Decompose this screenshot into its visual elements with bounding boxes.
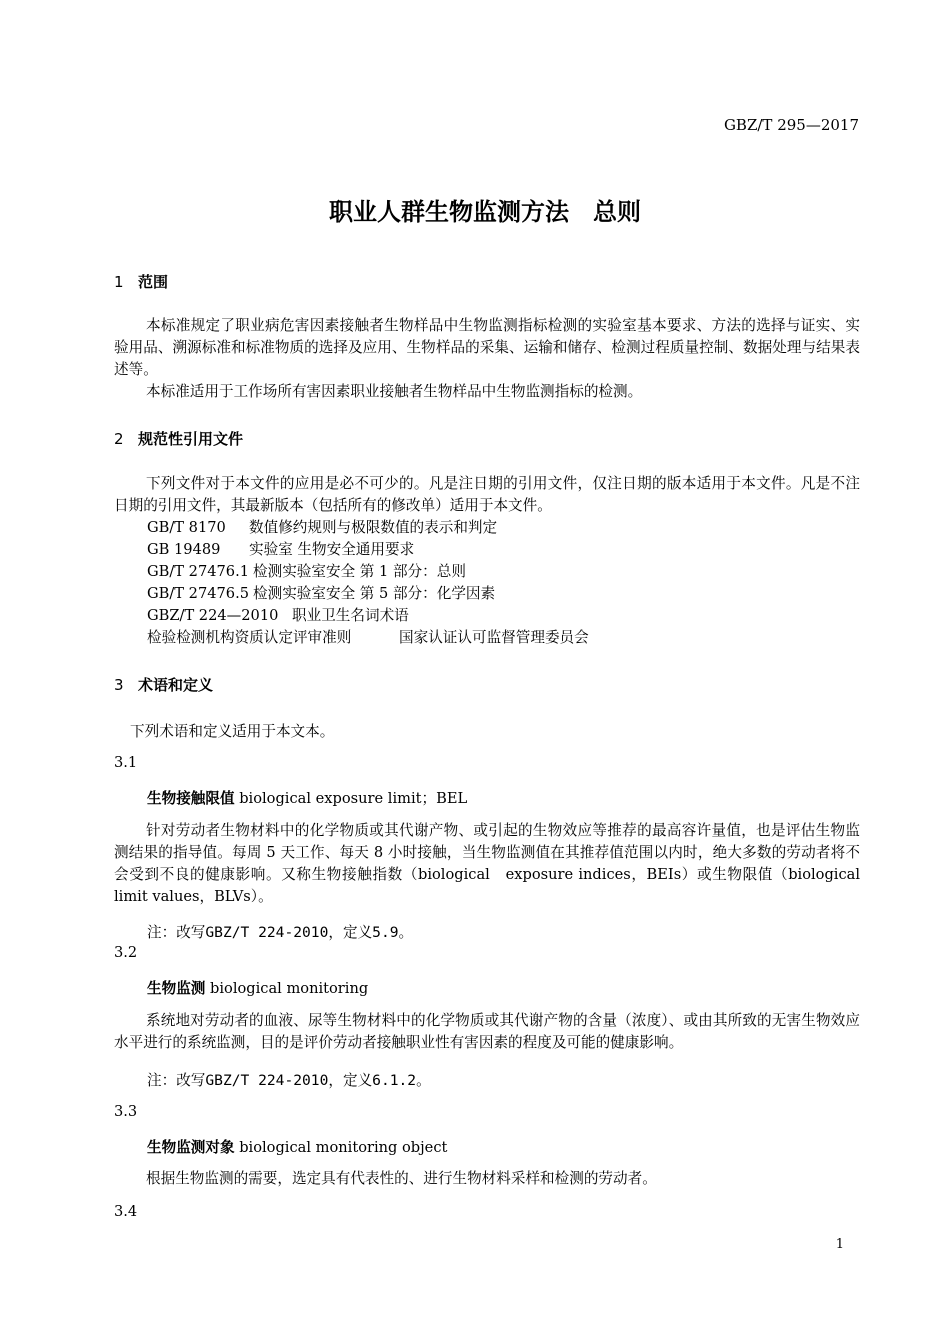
term-definition: 系统地对劳动者的血液、尿等生物材料中的化学物质或其代谢产物的含量（浓度）、或由其所致的无害生物效应水平进行的系统监测，目的是评价劳动者接触职业性有害因素的程度及可能的健康影响。 — [114, 1012, 860, 1051]
term-name-zh: 生物接触限值 — [147, 790, 235, 807]
standard-number: GBZ/T 295—2017 — [723, 116, 859, 134]
reference-code: 检验检测机构资质认定评审准则 — [147, 629, 352, 646]
term-definition: 根据生物监测的需要，选定具有代表性的、进行生物材料采样和检测的劳动者。 — [146, 1170, 657, 1187]
reference-code: GB/T 27476.1 — [147, 563, 250, 580]
term-name-zh: 生物监测 — [147, 980, 206, 997]
reference-code: GB/T 8170 — [147, 519, 226, 536]
section-title: 范围 — [138, 273, 169, 291]
section-number: 1 — [114, 273, 124, 291]
references-intro: 下列文件对于本文件的应用是必不可少的。凡是注日期的引用文件，仅注日期的版本适用于本文件。凡是不注日期的引用文件，其最新版本（包括所有的修改单）适用于本文件。 — [114, 475, 860, 514]
term-heading — [147, 977, 368, 998]
section-title: 规范性引用文件 — [138, 430, 244, 448]
term-name-en: biological monitoring object — [239, 1139, 448, 1156]
term-number: 3.3 — [114, 1103, 138, 1120]
reference-code: GB 19489 — [147, 541, 221, 558]
reference-code: GBZ/T 224—2010 — [147, 607, 279, 624]
section-2-heading — [114, 428, 243, 449]
reference-item — [147, 561, 589, 583]
section-1-heading — [114, 271, 168, 292]
term-name-en: biological monitoring — [210, 980, 369, 997]
reference-title: 数值修约规则与极限数值的表示和判定 — [249, 519, 498, 536]
section-number: 2 — [114, 430, 124, 448]
reference-code: GB/T 27476.5 — [147, 585, 250, 602]
term-name-en: biological exposure limit；BEL — [239, 790, 468, 807]
term-heading — [147, 1136, 447, 1157]
page-number: 1 — [835, 1237, 844, 1252]
reference-item — [147, 539, 589, 561]
scope-paragraph-1: 本标准规定了职业病危害因素接触者生物样品中生物监测指标检测的实验室基本要求、方法的选择与证实、实验用品、溯源标准和标准物质的选择及应用、生物样品的采集、运输和储存、检测过程质量控制、数据处理与结果表述等。 — [114, 317, 860, 378]
reference-item — [147, 627, 589, 649]
reference-item — [147, 605, 589, 627]
reference-list — [147, 517, 589, 649]
reference-title: 检测实验室安全 第 5 部分：化学因素 — [253, 585, 496, 602]
terms-intro: 下列术语和定义适用于本文本。 — [130, 723, 335, 740]
reference-item — [147, 517, 589, 539]
term-name-zh: 生物监测对象 — [147, 1139, 235, 1156]
section-number: 3 — [114, 676, 124, 694]
section-title: 术语和定义 — [138, 676, 214, 694]
reference-title: 实验室 生物安全通用要求 — [249, 541, 415, 558]
term-definition: 针对劳动者生物材料中的化学物质或其代谢产物、或引起的生物效应等推荐的最高容许量值，也是评估生物监测结果的指导值。每周 5 天工作、每天 8 小时接触，当生物监测值在其推荐值范围以内时，绝大多数的劳动者将不会受到不良的健康影响。又称生物接触指数（biological exposure indices，BEIs）或生物限值（biological limit values，BLVs）。 — [114, 822, 860, 905]
reference-title: 职业卫生名词术语 — [292, 607, 409, 624]
reference-title: 检测实验室安全 第 1 部分：总则 — [253, 563, 466, 580]
term-number: 3.2 — [114, 944, 138, 961]
document-title: 职业人群生物监测方法 总则 — [329, 198, 641, 226]
scope-paragraph-2: 本标准适用于工作场所有害因素职业接触者生物样品中生物监测指标的检测。 — [146, 383, 643, 400]
term-note: 注：改写GBZ/T 224-2010，定义6.1.2。 — [147, 1072, 431, 1089]
term-note: 注：改写GBZ/T 224-2010，定义5.9。 — [147, 924, 414, 941]
term-number: 3.4 — [114, 1203, 138, 1220]
reference-item — [147, 583, 589, 605]
reference-title: 国家认证认可监督管理委员会 — [399, 629, 589, 646]
section-3-heading — [114, 674, 213, 695]
term-number: 3.1 — [114, 754, 138, 771]
term-heading — [147, 787, 467, 808]
